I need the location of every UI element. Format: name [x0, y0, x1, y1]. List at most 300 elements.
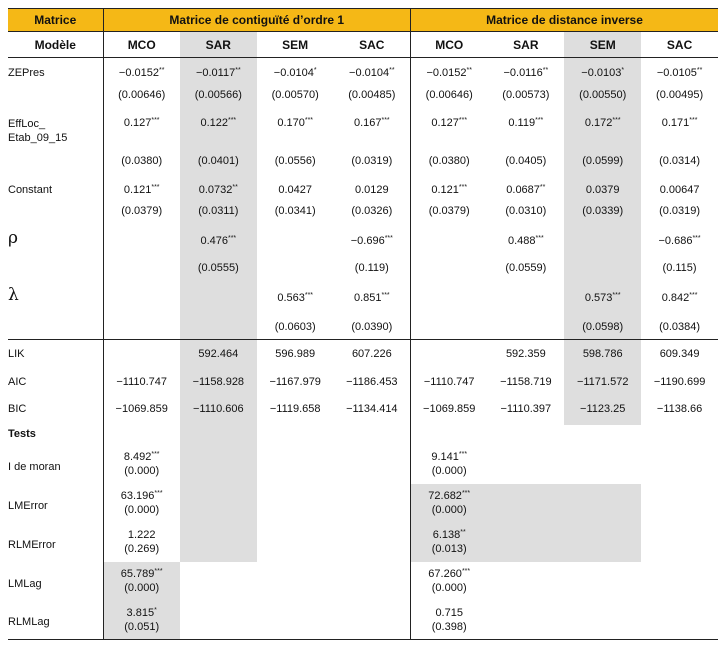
coef-std-error [180, 86, 257, 108]
coefficients-body [8, 58, 718, 340]
coef-std-error [180, 152, 257, 177]
estimate-value: 0.488 [507, 234, 536, 247]
modele-header: Modèle [8, 32, 103, 58]
test-cell [334, 562, 411, 601]
fit-value [257, 370, 334, 398]
row-label [8, 562, 103, 601]
significance-stars: *** [227, 234, 237, 242]
coef-std-error [564, 86, 641, 108]
fit-row-lik [8, 340, 718, 370]
row-label-text: LMLag [8, 577, 42, 590]
std-error-value: (0.0319) [351, 154, 393, 167]
test-cell [641, 523, 718, 562]
test-statistic-value: 65.789 [120, 567, 155, 580]
coef-estimate [180, 177, 257, 202]
fit-value-text: 592.359 [505, 348, 546, 360]
estimate-value: 0.0129 [354, 183, 389, 196]
significance-stars: *** [304, 291, 314, 299]
test-statistic [104, 567, 180, 581]
std-error-value: (0.0314) [659, 154, 701, 167]
coef-std-error [641, 152, 718, 177]
test-pvalue: (0.000) [124, 581, 160, 594]
estimate-value: −0.0152 [426, 67, 467, 79]
estimate-value: −0.686 [658, 234, 693, 247]
estimate-value: −0.696 [350, 234, 385, 247]
se-row-effloc [8, 152, 718, 177]
coef-estimate [641, 226, 718, 259]
coef-std-error [487, 86, 564, 108]
coef-estimate [411, 283, 488, 318]
test-cell [334, 601, 411, 640]
fit-value-text: −1171.572 [576, 375, 629, 388]
coef-std-error [257, 202, 334, 226]
coef-estimate [257, 283, 334, 318]
test-statistic-value: 6.138 [432, 528, 461, 541]
test-cell [487, 601, 564, 640]
test-cell [103, 562, 180, 601]
coef-estimate [180, 226, 257, 259]
significance-stars: *** [535, 234, 544, 242]
coef-row-effloc [8, 108, 718, 152]
std-error-value: (0.0384) [659, 320, 701, 333]
coef-std-error [411, 318, 488, 340]
coef-estimate [487, 58, 564, 86]
significance-stars: *** [458, 183, 468, 191]
std-error-value: (0.0390) [351, 320, 393, 333]
fit-value [564, 370, 641, 398]
test-pvalue: (0.051) [124, 620, 160, 633]
tests-title-row [8, 425, 718, 445]
test-cell [564, 562, 641, 601]
coef-estimate [334, 283, 411, 318]
fit-row-bic [8, 398, 718, 425]
row-label-empty [8, 86, 103, 108]
row-label-text: LIK [8, 348, 25, 360]
test-statistic [104, 528, 180, 542]
row-label [8, 445, 103, 484]
test-cell [257, 523, 334, 562]
test-statistic-value: 1.222 [127, 528, 156, 541]
fit-value [334, 340, 411, 370]
row-label [8, 340, 103, 370]
row-label [8, 370, 103, 398]
std-error-value: (0.0599) [582, 154, 624, 167]
fit-value [411, 340, 488, 370]
row-label [8, 226, 103, 259]
std-error-value: (0.0379) [121, 204, 163, 217]
fit-value-text: 596.989 [275, 348, 316, 360]
coef-std-error [641, 86, 718, 108]
estimate-value: 0.0732 [198, 183, 233, 196]
estimate-value: 0.573 [584, 291, 613, 304]
model-header: SAC [334, 32, 411, 58]
std-error-value: (0.0603) [274, 320, 316, 333]
estimate-value: −0.0117 [195, 67, 236, 79]
fit-value [487, 340, 564, 370]
row-label-empty [8, 152, 103, 177]
empty-cell [411, 425, 488, 445]
coef-std-error [103, 202, 180, 226]
estimate-value: 0.127 [431, 116, 459, 129]
test-cell [411, 445, 488, 484]
estimate-value: 0.127 [123, 116, 152, 129]
significance-stars: *** [151, 116, 160, 124]
test-cell [564, 445, 641, 484]
row-label-text: LMError [8, 499, 48, 512]
std-error-value: (0.0310) [505, 204, 547, 217]
test-cell [487, 484, 564, 523]
significance-stars: *** [151, 183, 160, 191]
row-label-text: I de moran [8, 460, 61, 473]
test-cell [103, 445, 180, 484]
coef-std-error [641, 259, 718, 283]
test-cell [411, 484, 488, 523]
coef-estimate [487, 283, 564, 318]
coef-std-error [180, 318, 257, 340]
test-cell [334, 484, 411, 523]
fit-value [334, 370, 411, 398]
row-label [8, 484, 103, 523]
fit-value [103, 370, 180, 398]
test-row-lmlag [8, 562, 718, 601]
coef-std-error [103, 318, 180, 340]
model-header: SAR [180, 32, 257, 58]
test-cell [334, 523, 411, 562]
estimate-value: 0.121 [431, 183, 459, 196]
test-cell [257, 562, 334, 601]
std-error-value: (0.00646) [425, 88, 473, 101]
test-statistic [104, 606, 180, 620]
estimate-value: −0.0104 [349, 67, 390, 79]
coef-estimate [103, 108, 180, 152]
test-cell [641, 562, 718, 601]
significance-stars: * [621, 67, 625, 74]
fit-value-text: 607.226 [351, 348, 392, 360]
empty-cell [641, 425, 718, 445]
significance-stars: *** [151, 450, 160, 458]
fit-value [564, 340, 641, 370]
group-header-distance: Matrice de distance inverse [411, 9, 719, 32]
fit-value-text: 598.786 [582, 348, 623, 360]
significance-stars: *** [304, 116, 314, 124]
model-header: MCO [103, 32, 180, 58]
coef-std-error [487, 152, 564, 177]
test-pvalue: (0.000) [124, 503, 160, 516]
coef-std-error [180, 202, 257, 226]
fit-value [103, 340, 180, 370]
fit-value-text: −1110.606 [192, 402, 244, 415]
std-error-value: (0.00566) [194, 88, 242, 101]
fit-value-text: 592.464 [198, 348, 239, 360]
coef-estimate [641, 108, 718, 152]
estimate-value: 0.170 [277, 116, 305, 129]
std-error-value: (0.00570) [271, 88, 319, 101]
coef-std-error [257, 259, 334, 283]
significance-stars: ** [466, 67, 472, 74]
tests-title [8, 425, 103, 445]
std-error-value: (0.00485) [348, 88, 396, 101]
coef-estimate [257, 58, 334, 86]
se-row-zepres [8, 86, 718, 108]
fit-value-text: −1186.453 [346, 375, 398, 388]
significance-stars: *** [461, 567, 471, 575]
estimate-value: −0.0116 [503, 67, 543, 79]
coef-std-error [564, 202, 641, 226]
coef-std-error [103, 152, 180, 177]
significance-stars: *** [692, 234, 701, 242]
test-row-lmerror [8, 484, 718, 523]
test-cell [180, 484, 257, 523]
test-statistic-value: 0.715 [435, 606, 463, 619]
row-label-text: ρ [8, 227, 18, 248]
significance-stars: ** [232, 183, 238, 191]
test-cell [564, 601, 641, 640]
fit-value-text: −1069.859 [423, 402, 476, 415]
coef-std-error [334, 152, 411, 177]
coef-estimate [564, 283, 641, 318]
fit-value-text: −1123.25 [580, 402, 626, 415]
row-label [8, 601, 103, 640]
test-cell [487, 445, 564, 484]
fit-value-text: −1167.979 [269, 375, 321, 388]
significance-stars: *** [381, 116, 390, 124]
coef-estimate [103, 226, 180, 259]
estimate-value: −0.0104 [273, 67, 314, 79]
empty-cell [103, 425, 180, 445]
estimate-value: 0.122 [200, 116, 228, 129]
coef-std-error [564, 259, 641, 283]
std-error-value: (0.0319) [659, 204, 701, 217]
coef-estimate [334, 108, 411, 152]
coef-std-error [103, 259, 180, 283]
test-cell [257, 601, 334, 640]
coef-std-error [641, 202, 718, 226]
fit-value [564, 398, 641, 425]
std-error-value: (0.00495) [656, 88, 704, 101]
test-cell [334, 445, 411, 484]
test-statistic [104, 489, 180, 503]
coef-std-error [411, 202, 488, 226]
test-statistic [411, 450, 487, 464]
significance-stars: *** [458, 116, 468, 124]
coef-estimate [564, 58, 641, 86]
model-header: SAR [487, 32, 564, 58]
coef-estimate [103, 283, 180, 318]
row-label [8, 177, 103, 202]
coef-estimate [334, 226, 411, 259]
coef-estimate [411, 226, 488, 259]
coef-std-error [564, 152, 641, 177]
coef-std-error [641, 318, 718, 340]
coef-std-error [411, 152, 488, 177]
significance-stars: *** [461, 489, 471, 497]
coef-estimate [411, 177, 488, 202]
coef-estimate [487, 177, 564, 202]
coef-std-error [257, 86, 334, 108]
fit-value [257, 340, 334, 370]
test-statistic [411, 528, 487, 542]
test-cell [411, 523, 488, 562]
fit-value [641, 370, 718, 398]
test-cell [487, 562, 564, 601]
empty-cell [564, 425, 641, 445]
significance-stars: ** [159, 67, 165, 74]
test-pvalue: (0.000) [431, 581, 467, 594]
std-error-value: (0.0380) [428, 154, 470, 167]
coef-estimate [641, 283, 718, 318]
test-cell [180, 601, 257, 640]
fit-value [180, 370, 257, 398]
significance-stars: *** [154, 489, 163, 497]
row-label [8, 398, 103, 425]
coef-estimate [334, 58, 411, 86]
estimate-value: 0.172 [584, 116, 613, 129]
test-statistic-value: 67.260 [428, 567, 462, 580]
fit-value [180, 340, 257, 370]
coef-std-error [487, 202, 564, 226]
fit-value-text: −1110.397 [500, 402, 552, 415]
significance-stars: *** [384, 234, 393, 242]
estimate-value: 0.00647 [659, 183, 700, 196]
significance-stars: *** [381, 291, 390, 299]
test-cell [103, 601, 180, 640]
fit-value [487, 398, 564, 425]
coef-std-error [334, 202, 411, 226]
coef-estimate [334, 177, 411, 202]
estimate-value: 0.121 [123, 183, 152, 196]
test-cell [411, 562, 488, 601]
fit-value-text: −1138.66 [656, 402, 703, 415]
fit-value-text: −1069.859 [115, 402, 168, 415]
fit-value [487, 370, 564, 398]
coef-estimate [257, 177, 334, 202]
test-statistic-value: 63.196 [120, 489, 155, 502]
test-cell [641, 601, 718, 640]
se-row-rho [8, 259, 718, 283]
empty-cell [180, 425, 257, 445]
std-error-value: (0.0380) [121, 154, 163, 167]
test-statistic-value: 3.815 [126, 606, 155, 619]
estimate-value: −0.0105 [656, 67, 697, 79]
fit-value-text: −1119.658 [269, 402, 321, 415]
fit-value-text: −1110.747 [116, 375, 168, 388]
test-cell [257, 445, 334, 484]
fit-value [411, 370, 488, 398]
test-statistic [104, 450, 180, 464]
coef-std-error [411, 86, 488, 108]
coef-std-error [334, 318, 411, 340]
estimate-value: −0.0103 [581, 67, 622, 79]
coef-row-lambda [8, 283, 718, 318]
test-cell [641, 484, 718, 523]
fit-value-text: −1110.747 [423, 375, 475, 388]
test-cell [564, 523, 641, 562]
estimate-value: −0.0152 [118, 67, 159, 79]
test-statistic-value: 8.492 [123, 450, 152, 463]
row-label [8, 108, 103, 152]
test-cell [641, 445, 718, 484]
coef-std-error [487, 318, 564, 340]
model-header: MCO [411, 32, 488, 58]
std-error-value: (0.0341) [274, 204, 316, 217]
std-error-value: (0.0559) [505, 261, 547, 274]
test-pvalue: (0.000) [124, 464, 160, 477]
model-header: SEM [564, 32, 641, 58]
std-error-value: (0.00646) [118, 88, 166, 101]
significance-stars: ** [539, 183, 546, 191]
test-row-rlmlag [8, 601, 718, 640]
significance-stars: *** [689, 116, 698, 124]
estimate-value: 0.0379 [585, 183, 620, 196]
test-cell [411, 601, 488, 640]
fit-body [8, 340, 718, 425]
fit-value [641, 340, 718, 370]
row-label-empty [8, 318, 103, 340]
fit-value [411, 398, 488, 425]
fit-value [180, 398, 257, 425]
fit-value [641, 398, 718, 425]
test-cell [180, 562, 257, 601]
test-pvalue: (0.013) [431, 542, 467, 555]
std-error-value: (0.0379) [428, 204, 470, 217]
test-cell [257, 484, 334, 523]
significance-stars: *** [458, 450, 468, 458]
significance-stars: * [313, 67, 317, 74]
row-label-empty [8, 259, 103, 283]
row-label-line: Etab_09_15 [8, 131, 68, 144]
row-label [8, 283, 103, 318]
test-pvalue: (0.000) [431, 464, 467, 477]
coef-std-error [257, 318, 334, 340]
significance-stars: *** [612, 116, 621, 124]
std-error-value: (0.0339) [582, 204, 624, 217]
test-statistic [411, 606, 487, 620]
coef-std-error [103, 86, 180, 108]
coef-estimate [564, 108, 641, 152]
fit-value-text: −1158.928 [192, 375, 245, 388]
std-error-value: (0.115) [662, 261, 697, 274]
model-header: SAC [641, 32, 718, 58]
coef-row-zepres [8, 58, 718, 86]
std-error-value: (0.0556) [274, 154, 316, 167]
coef-std-error [411, 259, 488, 283]
coef-row-constant [8, 177, 718, 202]
significance-stars: ** [696, 67, 703, 74]
coef-estimate [257, 226, 334, 259]
significance-stars: *** [535, 116, 544, 124]
test-pvalue: (0.269) [124, 542, 160, 555]
coef-std-error [487, 259, 564, 283]
significance-stars: ** [542, 67, 549, 74]
estimate-value: 0.563 [277, 291, 305, 304]
coef-estimate [103, 177, 180, 202]
row-label-text: AIC [8, 375, 27, 388]
significance-stars: *** [689, 291, 698, 299]
coef-estimate [180, 283, 257, 318]
coef-std-error [564, 318, 641, 340]
test-statistic-value: 72.682 [428, 489, 462, 502]
group-header-contiguity: Matrice de contiguïté d’ordre 1 [103, 9, 411, 32]
empty-cell [487, 425, 564, 445]
tests-body [8, 425, 718, 640]
row-label-text: RLMError [8, 538, 56, 551]
std-error-value: (0.0405) [505, 154, 547, 167]
se-row-constant [8, 202, 718, 226]
matrice-header: Matrice [8, 9, 103, 32]
test-row-moran [8, 445, 718, 484]
fit-value-text: 609.349 [659, 348, 700, 360]
estimate-value: 0.0687 [506, 183, 540, 196]
